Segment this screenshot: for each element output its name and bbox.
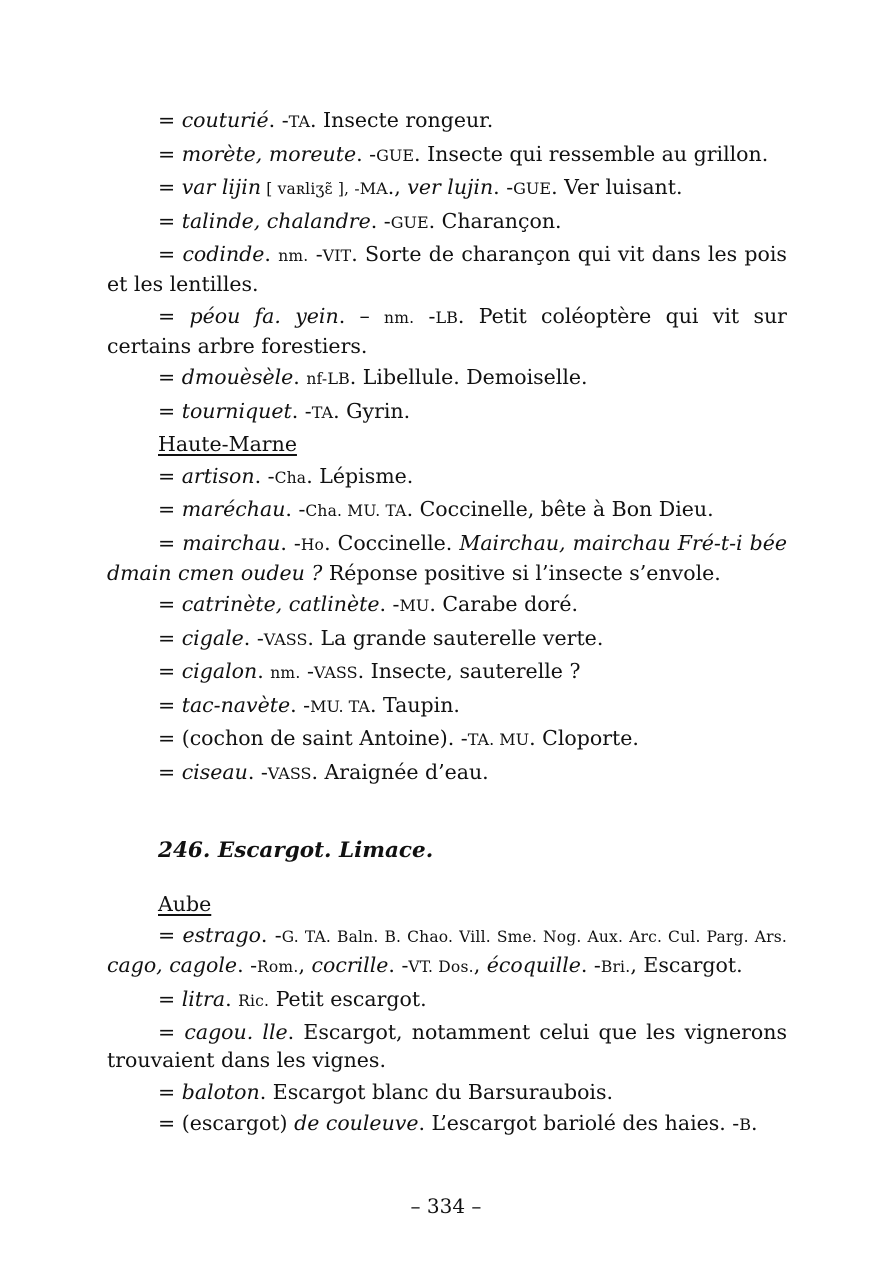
entry-codinde: = codinde. nm. -VIT. Sorte de charançon qui vit dans les pois et les lentilles.: [107, 242, 787, 296]
entry-catrinete: = catrinète, catlinète. -MU. Carabe doré.: [158, 592, 578, 616]
entry-peou: = péou fa. yein. – nm. -LB. Petit coléoptère qui vit sur certains arbre forestiers.: [107, 303, 787, 358]
entry-litra: = litra. Ric. Petit escargot.: [158, 986, 427, 1011]
entry-talinde: = talinde, chalandre. -GUE. Charançon.: [158, 208, 562, 233]
entry-ciseau: = ciseau. -VASS. Araignée d’eau.: [158, 759, 489, 784]
page-number: – 334 –: [410, 1194, 482, 1218]
entry-couleuve: = (escargot) de couleuve. L’escargot bariolé des haies. -B.: [158, 1111, 758, 1135]
entry-estrago: = estrago. -G. TA. Baln. B. Chao. Vill. Sme. Nog. Aux. Arc. Cul. Parg. Ars. cago, cagole. -Rom., cocrille. -VT. Dos., écoquille. -Bri., Escargot.: [107, 923, 787, 977]
entry-couturie: = couturié. -TA. Insecte rongeur.: [158, 108, 494, 132]
page-body: [107, 106, 787, 1143]
entry-cochon-saint-antoine: = (cochon de saint Antoine). -TA. MU. Cloporte.: [158, 726, 639, 750]
entry-var-lijin: = var lijin [ vaʀliʒɛ̃ ], -MA., ver lujin. -GUE. Ver luisant.: [158, 175, 683, 199]
region-heading-haute-marne: Haute-Marne: [158, 432, 297, 456]
entry-baloton: = baloton. Escargot blanc du Barsuraubois.: [158, 1079, 614, 1104]
entry-marechau: = maréchau. -Cha. MU. TA. Coccinelle, bête à Bon Dieu.: [158, 497, 714, 521]
entry-tourniquet: = tourniquet. -TA. Gyrin.: [158, 398, 411, 423]
region-heading-aube: Aube: [158, 891, 212, 916]
section-heading: 246. Escargot. Limace.: [158, 837, 434, 863]
entry-artison: = artison. -Cha. Lépisme.: [158, 463, 414, 488]
entry-cigale: = cigale. -VASS. La grande sauterelle verte.: [158, 625, 604, 650]
entry-mairchau: = mairchau. -Ho. Coccinelle. Mairchau, mairchau Fré-t-i bée dmain cmen oudeu ? Réponse positive si l’insecte s’envole.: [107, 530, 787, 585]
entry-cigalon: = cigalon. nm. -VASS. Insecte, sauterelle ?: [158, 659, 581, 683]
entry-morete: = morète, moreute. -GUE. Insecte qui ressemble au grillon.: [158, 141, 769, 166]
entry-dmouesele: = dmouèsèle. nf-LB. Libellule. Demoiselle.: [158, 365, 588, 389]
entry-tac-navete: = tac-navète. -MU. TA. Taupin.: [158, 692, 460, 717]
entry-cagou: = cagou. lle. Escargot, notamment celui que les vignerons trouvaient dans les vignes.: [107, 1020, 787, 1072]
